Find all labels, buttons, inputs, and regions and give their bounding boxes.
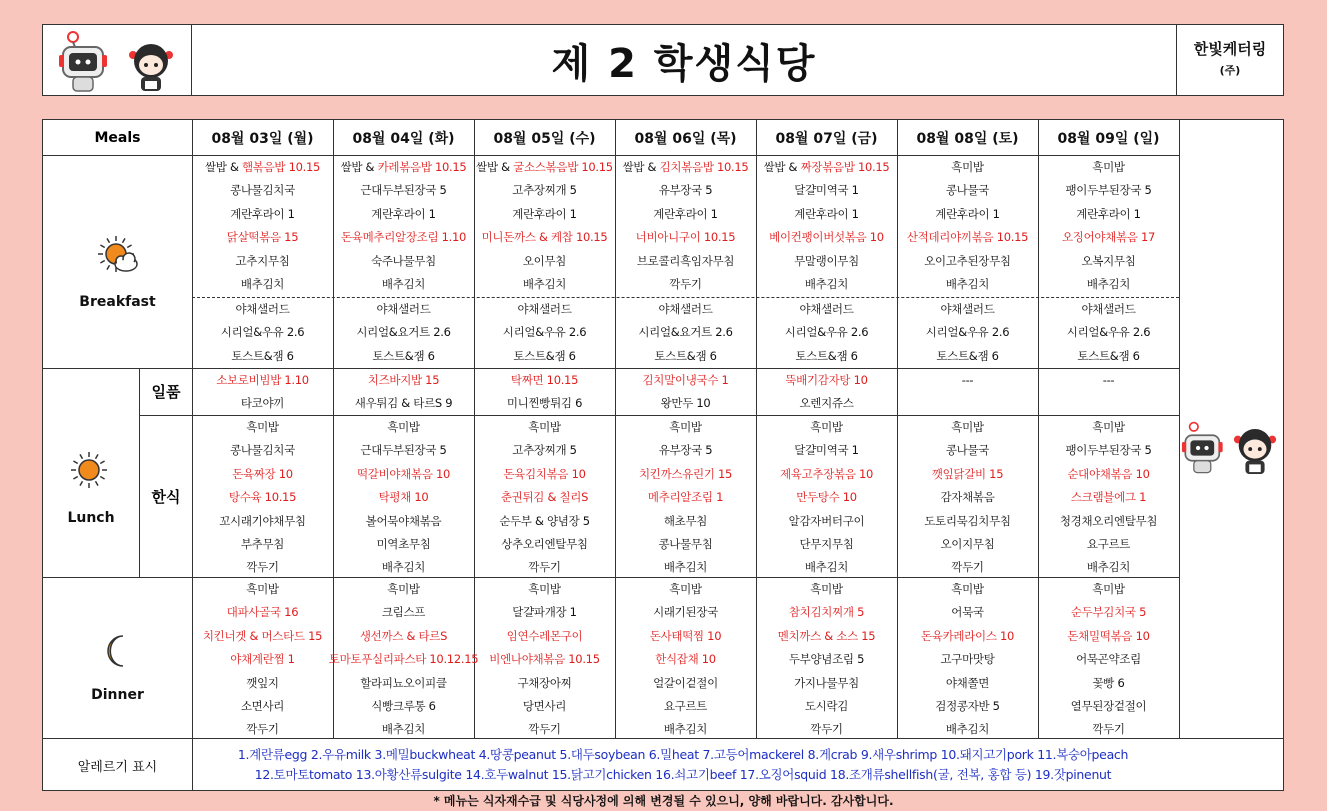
lunch-ilpum-cell [192, 369, 333, 416]
menu-item: 왕만두 10 [660, 396, 711, 411]
breakfast-extra-cell [192, 298, 333, 368]
menu-item: 생선까스 & 타르S [359, 628, 448, 643]
menu-item: 타코야끼 [240, 396, 285, 411]
dinner-cell [328, 578, 479, 742]
menu-item: 상추오리엔탈무침 [501, 536, 588, 551]
menu-item: 소보로비빔밥 1.10 [216, 373, 309, 387]
menu-item: 계란후라이 1 [230, 206, 295, 221]
menu-item: 감자채볶음 [940, 490, 995, 505]
sun-cloud-icon [96, 234, 140, 280]
menu-item: 미역초무침 [376, 536, 431, 551]
menu-item: 두부양념조림 5 [788, 652, 865, 667]
footer-note: * 메뉴는 식자재수급 및 식당사정에 의해 변경될 수 있으니, 양해 바랍니다. 감사합니다. [433, 794, 894, 808]
company-label: 한빛케터링 [1193, 40, 1267, 58]
dinner-label [43, 597, 192, 738]
menu-item: 춘권튀김 & 칠리S [500, 490, 589, 505]
menu-item: 배추김치 [522, 276, 567, 291]
menu-item: 배추김치 [381, 722, 426, 737]
lunch-hansik-cell [333, 416, 474, 580]
menu-item: 흑미밥 [1092, 160, 1125, 174]
menu-table [42, 119, 1284, 791]
menu-item: 어묵국 [951, 605, 984, 620]
menu-item: 흑미밥 [951, 582, 984, 596]
breakfast-extra-cell [897, 298, 1038, 368]
menu-item: 배추김치 [945, 276, 990, 291]
menu-item: 흑미밥 [387, 420, 420, 434]
menu-item: 계란후라이 1 [794, 206, 859, 221]
dinner-label-text: Dinner [91, 686, 144, 703]
lunch-label [43, 398, 139, 577]
menu-item: 해초무침 [663, 513, 708, 528]
menu-item: 탕수육 10.15 [228, 490, 297, 505]
menu-item: 떡갈비야채볶음 10 [356, 466, 451, 481]
menu-item: 근대두부된장국 5 [360, 443, 447, 458]
menu-item: 토스트&잼 6 [513, 348, 576, 363]
menu-item: 깍두기 [528, 560, 561, 575]
menu-item: 치킨너겟 & 머스타드 15 [202, 628, 323, 643]
menu-item: 흑미밥 [528, 420, 561, 434]
menu-item: 식빵크루통 6 [371, 698, 436, 713]
lunch-hansik-cell [756, 416, 897, 580]
allergy-label: 알레르기 표시 [77, 759, 158, 775]
menu-item: 야채샐러드 [517, 302, 572, 316]
menu-item: 유부장국 5 [658, 443, 713, 458]
menu-item: 꼬시래기야채무침 [219, 513, 306, 528]
menu-item: 흑미밥 [246, 420, 279, 434]
menu-item: 김치말이냉국수 1 [642, 373, 729, 387]
menu-item: 달걀파개장 1 [512, 605, 577, 620]
menu-item: 흑미밥 [246, 582, 279, 596]
menu-item: 팽이두부된장국 5 [1065, 443, 1152, 458]
menu-item: 오이무침 [522, 253, 567, 268]
menu-item: 근대두부된장국 5 [360, 183, 447, 198]
menu-item: 깍두기 [669, 276, 702, 291]
breakfast-extra-cell [756, 298, 897, 368]
menu-item: 청경채오리엔탈무침 [1059, 513, 1158, 528]
menu-item: 순두부 & 양념장 5 [499, 513, 590, 528]
menu-item: 배추김치 [1086, 276, 1131, 291]
menu-item: 배추김치 [663, 560, 708, 575]
menu-item [205, 156, 320, 179]
menu-item: 너비아니구이 10.15 [635, 230, 736, 245]
menu-item: 어묵곤약조림 [1076, 652, 1141, 667]
menu-item-special: 굴소스볶음밥 10.15 [513, 160, 613, 174]
menu-item: 시리얼&요거트 2.6 [638, 325, 733, 340]
menu-item: 얼갈이겉절이 [653, 675, 718, 690]
menu-item: 크림스프 [381, 605, 426, 620]
menu-item: 검정콩자반 5 [935, 698, 1000, 713]
menu-item: 탁평채 10 [378, 490, 429, 505]
breakfast-label-text: Breakfast [79, 293, 156, 310]
menu-item: 달걀미역국 1 [794, 183, 859, 198]
menu-item: 시리얼&우유 2.6 [784, 325, 869, 340]
menu-item: 미니돈까스 & 케찹 10.15 [481, 230, 608, 245]
breakfast-main-cell [474, 156, 615, 296]
page-title: 제 2 학생식당 [551, 40, 817, 87]
menu-item: 고추장찌개 5 [512, 443, 577, 458]
menu-item: 팽이두부된장국 5 [1065, 183, 1152, 198]
menu-item: 알감자버터구이 [788, 513, 865, 528]
breakfast-main-cell [756, 156, 897, 296]
menu-item: 깍두기 [951, 560, 984, 575]
menu-item [764, 156, 890, 179]
menu-item: 무말랭이무침 [794, 253, 859, 268]
menu-item: 흑미밥 [951, 420, 984, 434]
menu-item: 흑미밥 [1092, 420, 1125, 434]
menu-item: 시리얼&우유 2.6 [925, 325, 1010, 340]
menu-item: 도시락김 [804, 698, 849, 713]
menu-item: 토스트&잼 6 [231, 348, 294, 363]
menu-item: 야채샐러드 [799, 302, 854, 316]
menu-item: 배추김치 [804, 276, 849, 291]
menu-item: 배추김치 [381, 560, 426, 575]
dinner-cell [474, 578, 615, 742]
menu-item: 돈육메추리알장조림 1.10 [340, 230, 467, 245]
dinner-cell [615, 578, 756, 742]
menu-item: 콩나물무침 [658, 536, 713, 551]
menu-item: 깻잎지 [246, 675, 279, 690]
allergy-line: 1.계란류egg 2.우유milk 3.메밀buckwheat 4.땅콩peanut 5.대두soybean 6.밀heat 7.고등어mackerel 8.게crab 9.새우shrimp 10.돼지고기pork 11.복숭아peach [237, 747, 1129, 762]
breakfast-main-cell [1038, 156, 1179, 296]
menu-item: 야채샐러드 [1081, 302, 1136, 316]
dinner-cell [192, 578, 333, 742]
menu-item: 깍두기 [246, 722, 279, 737]
menu-item: 메추리알조림 1 [647, 490, 724, 505]
menu-item: 콩나물국 [945, 443, 990, 458]
menu-item: 요구르트 [663, 698, 708, 713]
menu-item: 토마토푸실리파스타 10.12.15 [328, 652, 479, 667]
menu-item: 새우튀김 & 타르S 9 [354, 396, 453, 411]
lunch-ilpum-cell [615, 369, 756, 416]
menu-item: 달걀미역국 1 [794, 443, 859, 458]
company-suffix: (주) [1219, 64, 1241, 77]
menu-item-base: 쌀밥 & [763, 160, 801, 174]
lunch-ilpum-cell [1038, 369, 1179, 392]
menu-item: 치킨까스유린기 15 [638, 466, 733, 481]
menu-item: 고추지무침 [235, 253, 290, 268]
menu-item: 시리얼&요거트 2.6 [356, 325, 451, 340]
lunch-hansik-cell [1038, 416, 1179, 580]
girl-mascot-icon [1232, 426, 1278, 476]
company-name [1176, 25, 1283, 95]
menu-item: 순대야채볶음 10 [1067, 466, 1150, 481]
menu-item: 대파사골국 16 [226, 605, 299, 620]
menu-item: 임연수레몬구이 [506, 628, 583, 643]
menu-item: 요구르트 [1086, 536, 1131, 551]
menu-item: 흑미밥 [810, 420, 843, 434]
menu-item: 시리얼&우유 2.6 [502, 325, 587, 340]
menu-item: 꽃빵 6 [1092, 675, 1125, 690]
breakfast-main-cell [897, 156, 1038, 296]
breakfast-label [43, 175, 192, 368]
menu-item: 스크램블에그 1 [1070, 490, 1147, 505]
day-header: 08월 05일 (수) [493, 130, 596, 147]
menu-item: 닭살떡볶음 15 [226, 230, 299, 245]
lunch-hansik-cell [615, 416, 756, 580]
menu-item: 오징어야채볶음 17 [1061, 230, 1156, 245]
menu-item [476, 156, 613, 179]
menu-item: 시리얼&우유 2.6 [220, 325, 305, 340]
menu-item [341, 156, 467, 179]
menu-item: 야채샐러드 [235, 302, 290, 316]
menu-item: 계란후라이 1 [512, 206, 577, 221]
menu-item-base: 쌀밥 & [340, 160, 378, 174]
menu-item: 참치김치찌개 5 [788, 605, 865, 620]
menu-item: 할라피뇨오이피클 [360, 675, 447, 690]
menu-item: 소면사리 [240, 698, 285, 713]
breakfast-extra-cell [333, 298, 474, 368]
sun-icon [69, 450, 113, 496]
breakfast-extra-cell [615, 298, 756, 368]
menu-item: 야채샐러드 [376, 302, 431, 316]
dinner-cell [1038, 578, 1179, 742]
menu-item: 당면사리 [522, 698, 567, 713]
menu-item: 도토리묵김치무침 [924, 513, 1011, 528]
menu-item: 단무지무침 [799, 536, 854, 551]
menu-item: 부추무침 [240, 536, 285, 551]
menu-item: 야채계란찜 1 [230, 652, 295, 667]
day-header: 08월 07일 (금) [775, 130, 878, 147]
menu-item: 흑미밥 [669, 582, 702, 596]
menu-item: 열무된장겉절이 [1070, 698, 1147, 713]
menu-item: 흑미밥 [951, 160, 984, 174]
menu-item: 흑미밥 [1092, 582, 1125, 596]
menu-item: --- [1102, 373, 1115, 387]
menu-item: 흑미밥 [387, 582, 420, 596]
menu-item: 깍두기 [246, 560, 279, 575]
menu-item-base: 쌀밥 & [476, 160, 514, 174]
menu-item: 계란후라이 1 [371, 206, 436, 221]
menu-item: 고추장찌개 5 [512, 183, 577, 198]
dinner-cell [756, 578, 897, 742]
breakfast-main-cell [192, 156, 333, 296]
breakfast-main-cell [615, 156, 756, 296]
menu-item: 계란후라이 1 [935, 206, 1000, 221]
day-header: 08월 03일 (월) [211, 130, 314, 147]
menu-item: 치즈바지밥 15 [367, 373, 440, 387]
dinner-cell [897, 578, 1038, 742]
grid-line [1179, 120, 1180, 738]
day-header: 08월 09일 (일) [1057, 130, 1160, 147]
robot-mascot-icon [59, 29, 111, 95]
menu-item: 오이고추된장무침 [924, 253, 1011, 268]
menu-item: 돈육카레라이스 10 [920, 628, 1015, 643]
menu-item: 계란후라이 1 [1076, 206, 1141, 221]
day-header: 08월 06일 (목) [634, 130, 737, 147]
menu-item-special: 카레볶음밥 10.15 [377, 160, 467, 174]
breakfast-extra-cell [1038, 298, 1179, 368]
breakfast-main-cell [333, 156, 474, 296]
menu-item: 콩나물국 [945, 183, 990, 198]
menu-item: 배추김치 [663, 722, 708, 737]
day-header: 08월 04일 (화) [352, 130, 455, 147]
menu-item: 흑미밥 [528, 582, 561, 596]
menu-item: 구채장아찌 [517, 675, 572, 690]
menu-item: 돈육김치볶음 10 [503, 466, 586, 481]
header-banner [42, 24, 1284, 96]
lunch-ilpum-cell [474, 369, 615, 416]
lunch-hansik-cell [474, 416, 615, 580]
lunch-hansik-cell [192, 416, 333, 580]
menu-item-base: 쌀밥 & [204, 160, 242, 174]
allergy-line: 12.토마토tomato 13.아황산류sulgite 14.호두walnut 15.닭고기chicken 16.쇠고기beef 17.오징어squid 18.조개류shellfish(굴, 전복, 홍합 등) 19.잣pinenut [254, 767, 1112, 782]
menu-item: 토스트&잼 6 [654, 348, 717, 363]
moon-icon [103, 633, 133, 673]
breakfast-extra-cell [474, 298, 615, 368]
menu-item: 뚝배기감자탕 10 [785, 373, 868, 387]
menu-item: 야채샐러드 [658, 302, 713, 316]
menu-item: 배추김치 [1086, 560, 1131, 575]
menu-item: 비엔나야채볶음 10.15 [489, 652, 600, 667]
menu-item: 볼어묵야채볶음 [365, 513, 442, 528]
menu-item: 계란후라이 1 [653, 206, 718, 221]
menu-item: 깍두기 [810, 722, 843, 737]
menu-item: 미니찐빵튀김 6 [506, 396, 583, 411]
menu-item-special: 김치볶음밥 10.15 [659, 160, 749, 174]
menu-item: 오렌지쥬스 [799, 396, 854, 411]
menu-item: 고구마맛탕 [940, 652, 995, 667]
menu-item: 흑미밥 [669, 420, 702, 434]
menu-item: 한식잡채 10 [655, 652, 716, 667]
menu-item: 돈채밀떡볶음 10 [1067, 628, 1150, 643]
menu-item: 만두탕수 10 [796, 490, 857, 505]
menu-item: 야채샐러드 [940, 302, 995, 316]
menu-item: 깻잎닭갈비 15 [931, 466, 1004, 481]
girl-mascot-icon [127, 41, 175, 93]
lunch-ilpum-cell [756, 369, 897, 416]
menu-item: 브로콜리흑임자무침 [636, 253, 735, 268]
menu-item: 멘치까스 & 소스 15 [777, 628, 876, 643]
menu-item: 오복지무침 [1081, 253, 1136, 268]
menu-item: 토스트&잼 6 [372, 348, 435, 363]
meals-header: Meals [94, 129, 141, 146]
menu-item: 숙주나물무침 [371, 253, 436, 268]
side-mascots [1181, 420, 1278, 480]
menu-item: 돈육짜장 10 [232, 466, 293, 481]
menu-item: 깍두기 [528, 722, 561, 737]
menu-item: 탁짜면 10.15 [510, 373, 579, 387]
menu-item: 배추김치 [240, 276, 285, 291]
menu-item: 배추김치 [381, 276, 426, 291]
lunch-ilpum-cell [333, 369, 474, 416]
menu-item-special: 짜장볶음밥 10.15 [800, 160, 890, 174]
menu-item: --- [961, 373, 974, 387]
menu-item: 배추김치 [804, 560, 849, 575]
menu-item: 토스트&잼 6 [795, 348, 858, 363]
hansik-label: 한식 [151, 487, 181, 506]
menu-item-base: 쌀밥 & [622, 160, 660, 174]
allergy-info [193, 740, 1173, 790]
menu-item: 토스트&잼 6 [1077, 348, 1140, 363]
menu-item: 가지나물무침 [794, 675, 859, 690]
menu-item-special: 햄볶음밥 10.15 [241, 160, 320, 174]
robot-mascot-icon [1181, 420, 1227, 476]
menu-item: 시리얼&우유 2.6 [1066, 325, 1151, 340]
menu-item: 제육고추장볶음 10 [779, 466, 874, 481]
menu-item: 순두부김치국 5 [1070, 605, 1147, 620]
menu-item: 돈사태떡찜 10 [649, 628, 722, 643]
lunch-hansik-cell [897, 416, 1038, 580]
menu-item: 배추김치 [945, 722, 990, 737]
menu-item: 오이지무침 [940, 536, 995, 551]
mascot-logo-cell [43, 25, 192, 95]
menu-item: 시래기된장국 [653, 605, 718, 620]
menu-item: 산적데리야끼볶음 10.15 [906, 230, 1029, 245]
day-header: 08월 08일 (토) [916, 130, 1019, 147]
menu-item: 흑미밥 [810, 582, 843, 596]
menu-item: 토스트&잼 6 [936, 348, 999, 363]
menu-item: 깍두기 [1092, 722, 1125, 737]
menu-item: 야채쫄면 [945, 675, 990, 690]
lunch-label-text: Lunch [67, 509, 115, 526]
menu-item [623, 156, 749, 179]
menu-item: 베이컨팽이버섯볶음 10 [769, 230, 884, 245]
menu-item: 콩나물김치국 [230, 183, 295, 198]
menu-item: 콩나물김치국 [230, 443, 295, 458]
ilpum-label: 일품 [151, 383, 181, 401]
lunch-ilpum-cell [897, 369, 1038, 392]
menu-item: 유부장국 5 [658, 183, 713, 198]
